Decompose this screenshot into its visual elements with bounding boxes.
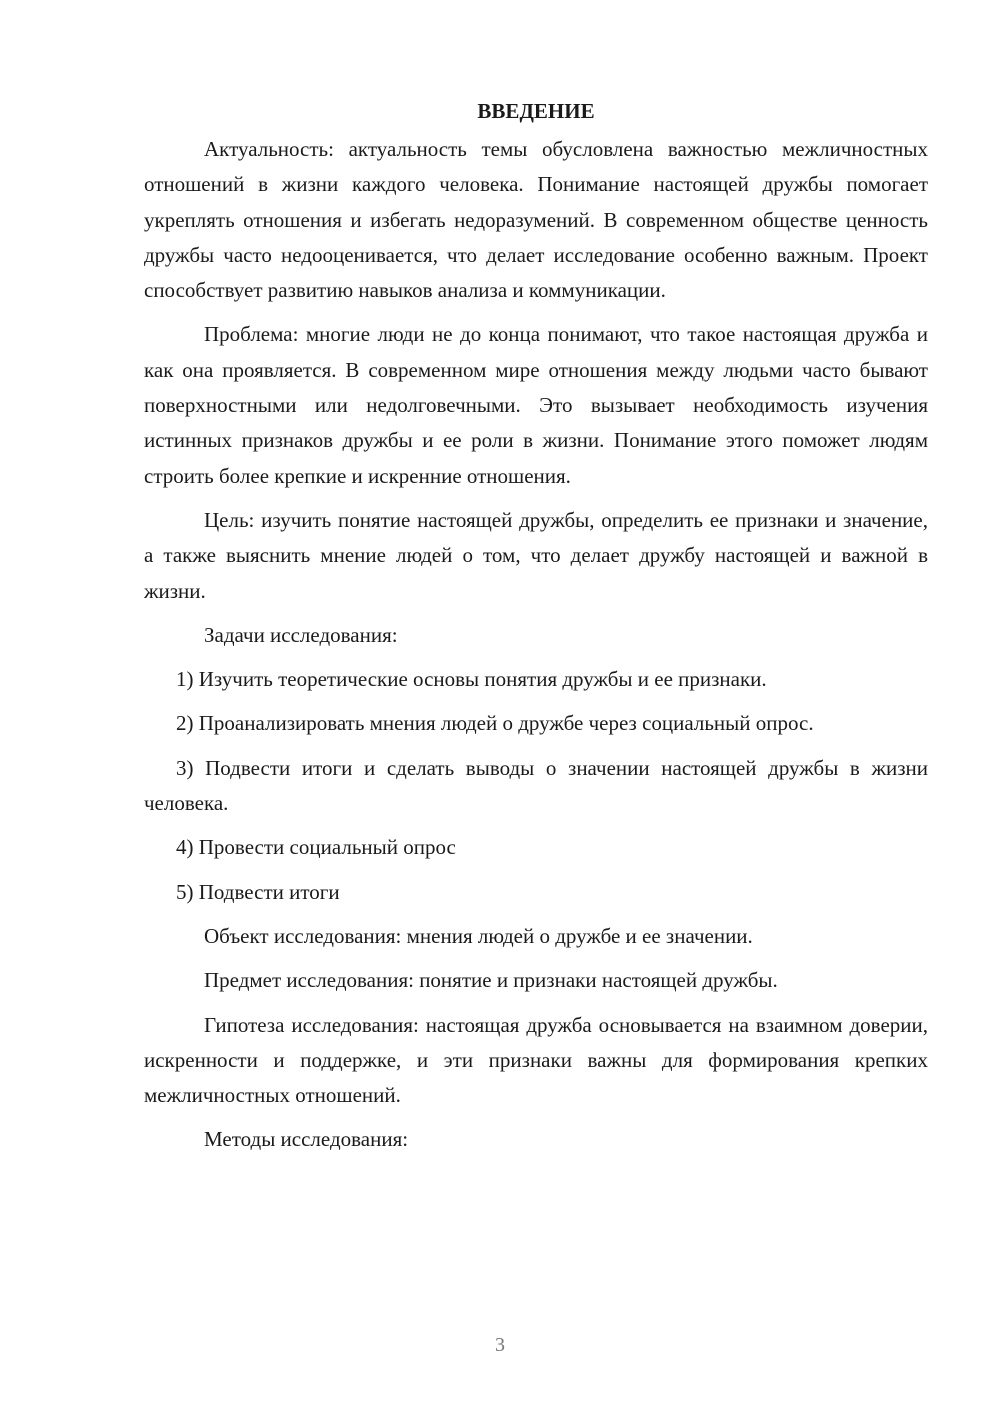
paragraph-problem: Проблема: многие люди не до конца понимают, что такое настоящая дружба и как она проявляется. В современном мире отношения между людьми часто бывают поверхностными или недолговечными. Это вызывает необходимость изучения истинных признаков дружбы и ее роли в жизни. Понимание этого поможет людям строить более крепкие и искренние отношения. bbox=[144, 322, 928, 488]
paragraph-relevance: Актуальность: актуальность темы обусловлена важностью межличностных отношений в жизни каждого человека. Понимание настоящей дружбы помогает укреплять отношения и избегать недоразумений. В современном обществе ценность дружбы часто недооценивается, что делает исследование особенно важным. Проект способствует развитию навыков анализа и коммуникации. bbox=[144, 137, 928, 303]
page-content bbox=[144, 96, 928, 1167]
paragraph-hypothesis: Гипотеза исследования: настоящая дружба основывается на взаимном доверии, искренности и поддержке, и эти признаки важны для формирования крепких межличностных отношений. bbox=[144, 1012, 928, 1108]
paragraph-subject: Предмет исследования: понятие и признаки настоящей дружбы. bbox=[204, 968, 778, 993]
paragraph-methods: Методы исследования: bbox=[204, 1127, 409, 1152]
page-number: 3 bbox=[495, 1334, 505, 1356]
task-item-3: 3) Подвести итоги и сделать выводы о значении настоящей дружбы в жизни человека. bbox=[144, 755, 928, 816]
paragraph-object: Объект исследования: мнения людей о дружбе и ее значении. bbox=[204, 923, 753, 948]
task-item-5: 5) Подвести итоги bbox=[176, 879, 340, 904]
task-item-1: 1) Изучить теоретические основы понятия дружбы и ее признаки. bbox=[176, 667, 767, 692]
page-title: ВВЕДЕНИЕ bbox=[477, 99, 595, 123]
tasks-heading: Задачи исследования: bbox=[204, 622, 398, 647]
task-item-2: 2) Проанализировать мнения людей о дружбе через социальный опрос. bbox=[176, 711, 814, 736]
task-item-4: 4) Провести социальный опрос bbox=[176, 835, 456, 860]
paragraph-goal: Цель: изучить понятие настоящей дружбы, определить ее признаки и значение, а также выяснить мнение людей о том, что делает дружбу настоящей и важной в жизни. bbox=[144, 507, 928, 603]
